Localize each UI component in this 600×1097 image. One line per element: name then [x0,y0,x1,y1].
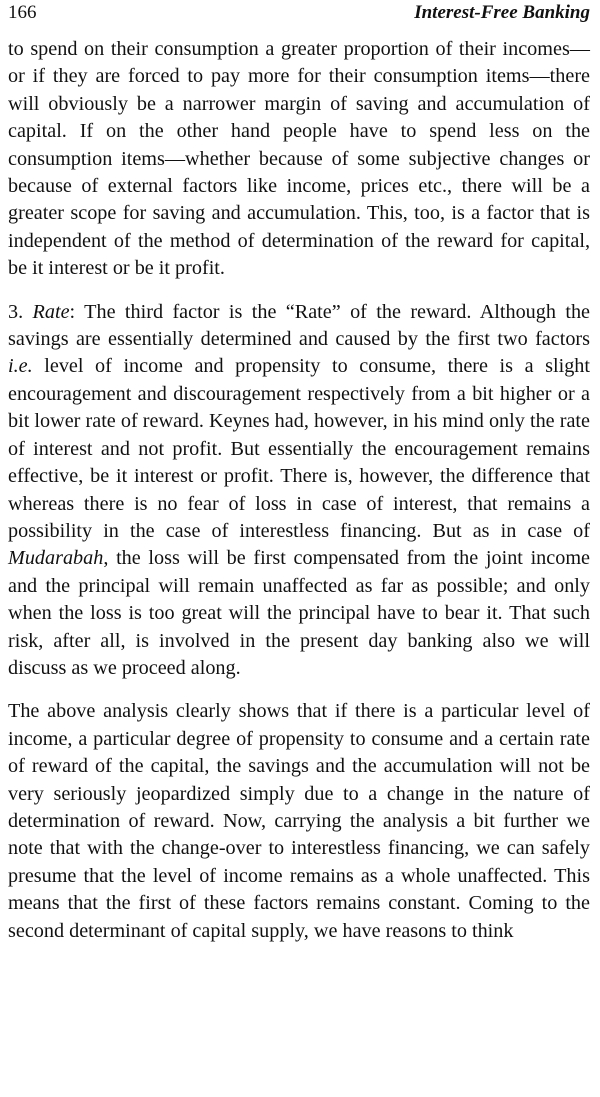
paragraph-2-heading: Rate [32,300,70,323]
paragraph-2-text-c: , the loss will be first compensated from the joint income and the principal will remain unaffected as far as possible; and only when the loss is too great will the principal have to bear it. That such risk, after all, is involved in the present day banking also we will discuss as we proceed along. [8,547,590,679]
paragraph-3-text: The above analysis clearly shows that if there is a particular level of income, a particular degree of propensity to consume and a certain rate of reward of the capital, the savings and the accumulation will not be very seriously jeopardized simply due to a change in the nature of determination of reward. Now, carrying the analysis a bit further we note that with the change-over to interestless financing, we can safely presume that the level of income remains as a whole unaffected. This means that the first of these factors remains constant. Coming to the second determinant of capital supply, we have reasons to think [8,700,590,942]
paragraph-2-text-a: : The third factor is the “Rate” of the reward. Although the savings are essentially determined and caused by the first two factors [8,300,591,351]
paragraph-2-number: 3. [8,300,33,323]
paragraph-2-italic-ie: i.e. [8,355,33,378]
page-header [8,2,590,36]
paragraph-3 [8,698,590,945]
paragraph-2-text-b: level of income and propensity to consume, there is a slight encouragement and discouragement respectively from a bit higher or a bit lower rate of reward. Keynes had, however, in his mind only the rate of interest and not profit. But essentially the encouragement remains effective, be it interest or profit. There is, however, the difference that whereas there is no fear of loss in case of interest, that remains a possibility in the case of interestless financing. But as in case of [8,355,590,542]
paragraph-2 [8,299,590,683]
paragraph-1 [8,36,590,283]
paragraph-1-text: to spend on their consumption a greater proportion of their incomes—or if they are forced to pay more for their consumption items—there will obviously be a narrower margin of saving and accumulation of capital. If on the other hand people have to spend less on the consumption items—whether because of some subjective changes or because of external factors like income, prices etc., there will be a greater scope for saving and accumulation. This, too, is a factor that is independent of the method of determination of the reward for capital, be it interest or be it profit. [8,38,590,280]
page-number: 166 [8,2,37,23]
running-title: Interest-Free Banking [414,2,590,23]
paragraph-2-italic-mudarabah: Mudarabah [8,547,104,570]
